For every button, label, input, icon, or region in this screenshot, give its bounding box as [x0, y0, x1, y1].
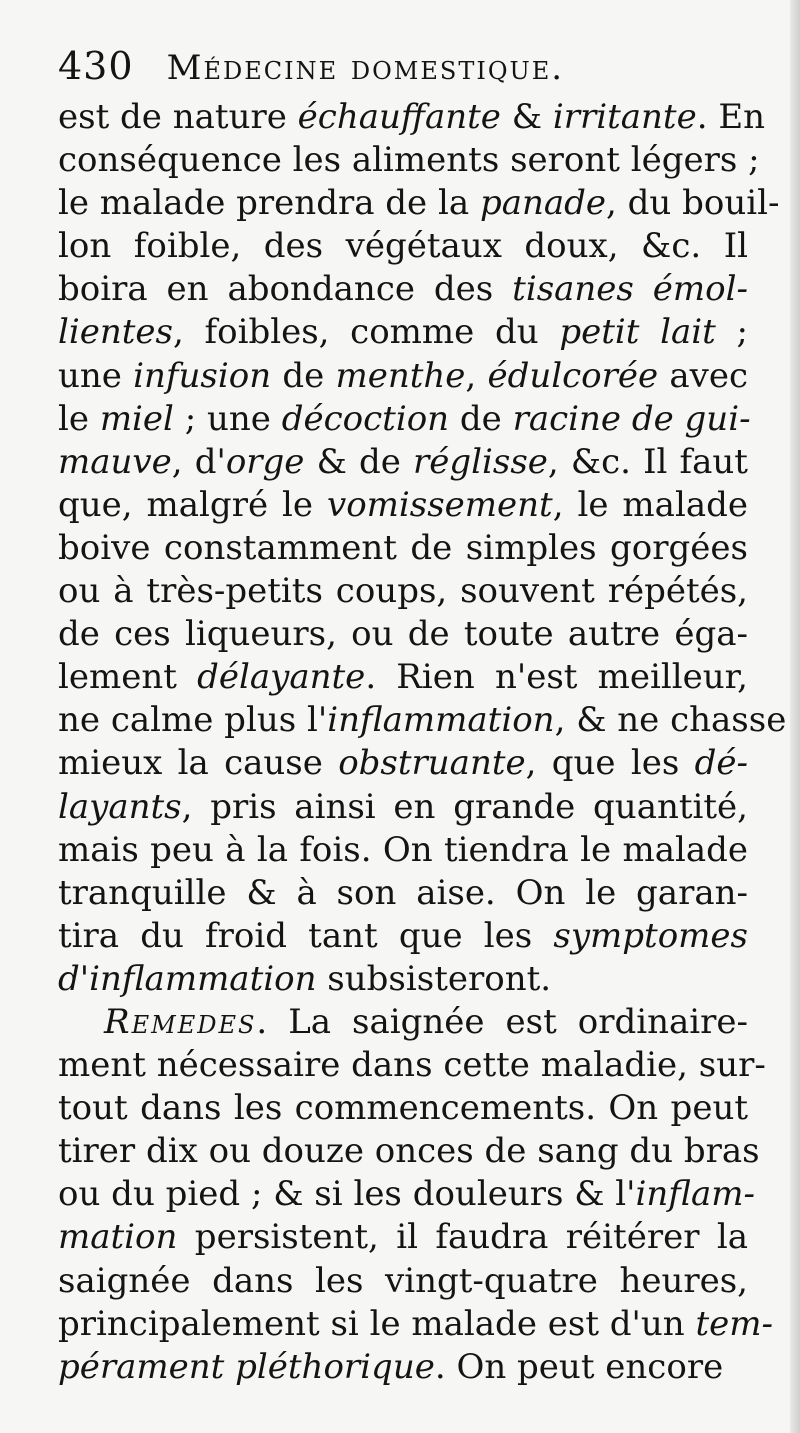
- text-line: [58, 355, 748, 398]
- text-segment: lientes: [58, 312, 173, 353]
- text-line: [58, 225, 748, 268]
- text-segment: vomissement: [326, 484, 553, 525]
- text-segment: ;: [715, 312, 749, 353]
- page-header: [58, 44, 758, 100]
- page-number: 430: [58, 44, 134, 88]
- text-segment: petit lait: [559, 312, 716, 353]
- text-segment: boira en abondance des: [58, 269, 513, 310]
- text-segment: layants: [58, 786, 182, 827]
- running-title: Médecine domestique.: [166, 48, 565, 88]
- text-line: [58, 570, 748, 613]
- text-segment: tirer dix ou douze onces de sang du bras: [58, 1131, 760, 1172]
- text-segment: décoction: [281, 398, 450, 439]
- text-segment: subsisteront.: [316, 958, 552, 999]
- text-segment: de: [449, 398, 513, 439]
- text-segment: &: [500, 97, 553, 137]
- text-segment: infusion: [133, 355, 272, 396]
- text-segment: lement: [58, 657, 198, 698]
- text-segment: le malade prendra de la: [58, 183, 480, 224]
- text-segment: tout dans les commencements. On peut: [58, 1088, 748, 1129]
- text-segment: ou à très-petits coups, souvent répétés,: [58, 571, 748, 612]
- text-segment: & de: [304, 441, 413, 482]
- text-line: [58, 268, 748, 311]
- text-line: [58, 398, 751, 441]
- text-segment: ,: [465, 355, 488, 396]
- text-segment: de ces liqueurs, ou de toute autre éga-: [58, 614, 748, 655]
- text-segment: , d': [171, 441, 226, 482]
- text-line: [58, 656, 748, 699]
- text-segment: tranquille & à son aise. On le garan-: [58, 872, 748, 913]
- text-segment: , le malade: [552, 484, 748, 525]
- text-line: [58, 1303, 774, 1346]
- text-segment: une: [58, 355, 134, 396]
- text-segment: obstruante: [338, 743, 526, 784]
- text-segment: de: [271, 355, 336, 396]
- text-segment: orge: [225, 441, 305, 482]
- text-line: [58, 139, 760, 182]
- text-segment: inflammation: [327, 700, 555, 741]
- text-segment: tisanes émol-: [512, 269, 748, 310]
- text-segment: édulcorée: [487, 355, 659, 396]
- text-segment: conséquence les aliments seront légers ;: [58, 140, 760, 181]
- text-segment: boive constamment de simples gorgées: [58, 527, 748, 568]
- text-segment: ment nécessaire dans cette maladie, sur-: [58, 1045, 766, 1086]
- text-segment: . La saignée est ordinaire-: [256, 1001, 748, 1042]
- text-segment: , foibles, comme du: [173, 312, 560, 353]
- text-line: [58, 1001, 748, 1044]
- text-line: [58, 311, 748, 354]
- text-line: [58, 742, 748, 785]
- text-segment: symptomes: [553, 915, 748, 956]
- text-segment: . On peut encore: [434, 1346, 724, 1387]
- text-line: [58, 1087, 748, 1130]
- text-line: [58, 786, 748, 829]
- text-line: [58, 1260, 748, 1303]
- text-segment: saignée dans les vingt-quatre heures,: [58, 1260, 748, 1301]
- text-segment: le: [58, 398, 100, 439]
- text-line: [58, 484, 748, 527]
- text-line: [58, 441, 748, 484]
- text-segment: mauve: [58, 441, 172, 482]
- text-segment: , pris ainsi en grande quantité,: [181, 786, 748, 827]
- text-segment: lon foible, des végétaux doux, &c. Il: [58, 226, 748, 267]
- text-segment: inflam-: [635, 1174, 755, 1215]
- text-line: [58, 1130, 760, 1173]
- text-line: [58, 1044, 766, 1087]
- text-segment: mation: [58, 1217, 178, 1258]
- text-segment: tira du froid tant que les: [58, 915, 554, 956]
- text-segment: mais peu à la fois. On tiendra le malade: [58, 829, 748, 870]
- text-segment: tem-: [695, 1303, 774, 1344]
- text-line: [58, 958, 748, 1001]
- text-segment: racine de gui-: [512, 398, 751, 439]
- text-segment: ; une: [173, 398, 282, 439]
- text-segment: ou du pied ; & si les douleurs & l': [58, 1174, 636, 1215]
- text-segment: persistent, il faudra réitérer la: [177, 1217, 748, 1258]
- text-segment: , &c. Il faut: [547, 441, 748, 482]
- text-line: [58, 872, 748, 915]
- text-segment: , & ne chasse: [554, 700, 787, 741]
- text-line: [58, 1346, 748, 1389]
- text-segment: mieux la cause: [58, 743, 339, 784]
- text-segment: menthe: [335, 355, 466, 396]
- text-segment: Remedes: [104, 1001, 257, 1042]
- text-segment: , que les: [525, 743, 695, 784]
- text-segment: irritante: [552, 97, 697, 137]
- text-line: [58, 613, 748, 656]
- text-line: [58, 699, 787, 742]
- text-segment: échauffante: [297, 97, 501, 137]
- text-line: [58, 182, 780, 225]
- body-text: [58, 96, 787, 1389]
- text-segment: . En: [696, 97, 766, 137]
- text-line: [58, 829, 748, 872]
- text-segment: , du bouil-: [606, 183, 780, 224]
- text-line: [58, 1173, 755, 1216]
- text-segment: panade: [479, 183, 607, 224]
- page-edge: [790, 0, 800, 1433]
- text-segment: ne calme plus l': [58, 700, 328, 741]
- text-segment: avec: [658, 355, 748, 396]
- text-segment: dé-: [694, 743, 748, 784]
- text-segment: d'inflammation: [58, 958, 317, 999]
- text-line: [58, 1216, 748, 1259]
- text-segment: principalement si le malade est d'un: [58, 1303, 696, 1344]
- text-line: [58, 915, 748, 958]
- text-segment: . Rien n'est meilleur,: [365, 657, 748, 698]
- text-segment: pérament pléthorique: [58, 1346, 435, 1387]
- text-segment: délayante: [197, 657, 366, 698]
- text-segment: que, malgré le: [58, 484, 327, 525]
- text-segment: miel: [99, 398, 174, 439]
- text-line: [58, 527, 748, 570]
- text-line: [58, 96, 766, 139]
- text-segment: est de nature: [58, 97, 298, 137]
- text-segment: réglisse: [413, 441, 548, 482]
